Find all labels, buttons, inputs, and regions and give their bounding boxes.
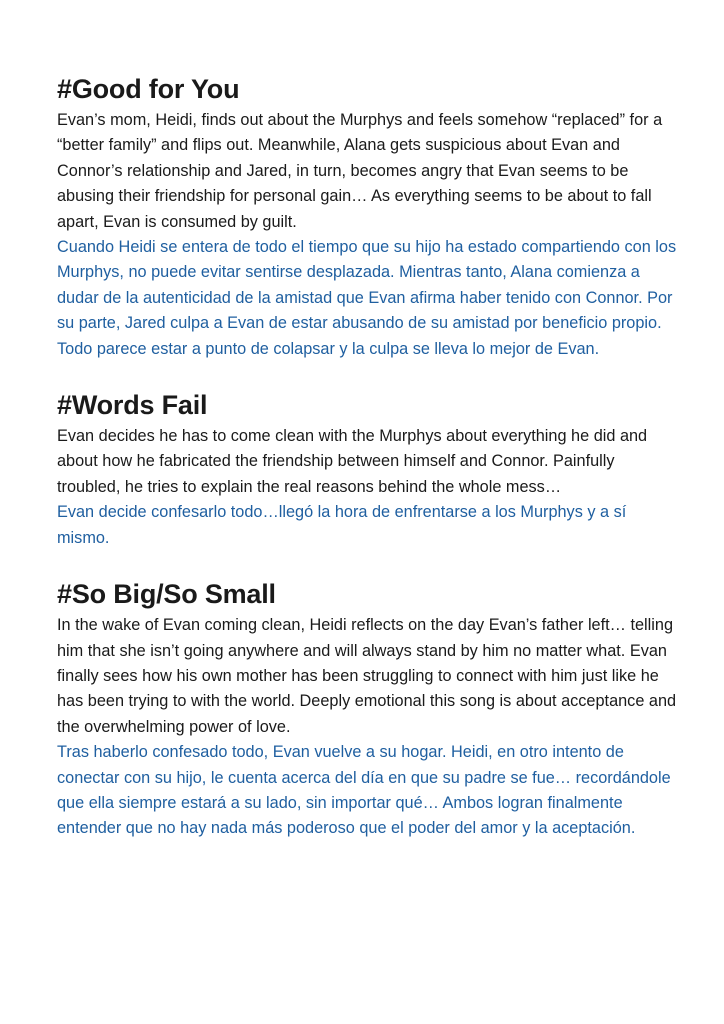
spanish-description: Cuando Heidi se entera de todo el tiempo que su hijo ha estado compartiendo con los Murphys, no puede evitar sentirse desplazada. Mientras tanto, Alana comienza a dudar de la autenticidad de la amistad que Evan afirma haber tenido con Connor. Por su parte, Jared culpa a Evan de estar abusando de su amistad por beneficio propio. Todo parece estar a punto de colapsar y la culpa se lleva lo mejor de Evan. <box>57 238 677 358</box>
english-description: In the wake of Evan coming clean, Heidi reflects on the day Evan’s father left… telling him that she isn’t going anywhere and will always stand by him no matter what. Evan finally sees how his own mother has been struggling to connect with him just like he has been trying to with the world. Deeply emotional this song is about acceptance and the overwhelming power of love. <box>57 616 677 736</box>
spanish-description: Evan decide confesarlo todo…llegó la hora de enfrentarse a los Murphys y a sí mismo. <box>57 503 627 547</box>
section-words-fail <box>57 388 677 551</box>
spanish-description: Tras haberlo confesado todo, Evan vuelve a su hogar. Heidi, en otro intento de conectar con su hijo, le cuenta acerca del día en que su padre se fue… recordándole que ella siempre estará a su lado, sin importar qué… Ambos logran finalmente entender que no hay nada más poderoso que el poder del amor y la aceptación. <box>57 743 671 838</box>
english-description: Evan decides he has to come clean with the Murphys about everything he did and about how he fabricated the friendship between himself and Connor. Painfully troubled, he tries to explain the real reasons behind the whole mess… <box>57 427 648 496</box>
section-good-for-you <box>57 72 677 362</box>
document-page <box>57 72 677 842</box>
section-title: #Words Fail <box>57 390 208 421</box>
section-title: #Good for You <box>57 74 240 104</box>
section-so-big-so-small <box>57 577 677 842</box>
english-description: Evan’s mom, Heidi, finds out about the Murphys and feels somehow “replaced” for a “better family” and flips out. Meanwhile, Alana gets suspicious about Evan and Connor’s relationship and Jared, in turn, becomes angry that Evan seems to be abusing their friendship for personal gain… As everything seems to be about to fall apart, Evan is consumed by guilt. <box>57 111 663 231</box>
section-title: #So Big/So Small <box>57 579 276 610</box>
